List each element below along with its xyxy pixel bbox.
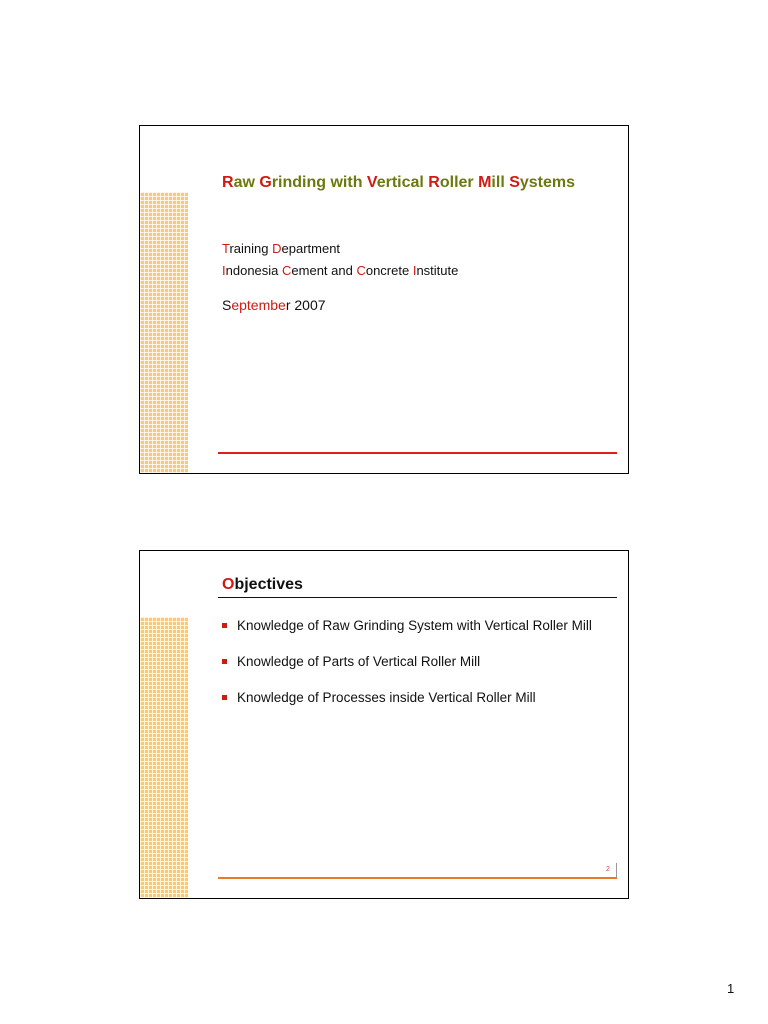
- text-segment: nstitute: [416, 263, 459, 278]
- text-segment: S: [222, 297, 232, 313]
- text-segment: ement and: [291, 263, 357, 278]
- decorative-grid-bar: [140, 617, 188, 898]
- slide-title: [139, 125, 629, 474]
- footer-rule: [218, 877, 617, 879]
- text-segment: ertical: [376, 174, 429, 191]
- text-segment: V: [366, 174, 377, 191]
- text-segment: I: [412, 263, 417, 278]
- institute-line: [222, 262, 458, 279]
- list-item: Knowledge of Raw Grinding System with Vertical Roller Mill: [222, 613, 617, 639]
- text-segment: D: [272, 241, 282, 256]
- text-segment: R: [222, 174, 234, 191]
- presentation-date: [222, 296, 326, 314]
- text-segment: M: [478, 174, 492, 191]
- text-segment: r 2007: [285, 297, 326, 313]
- text-segment: ystems: [519, 174, 576, 191]
- text-segment: epartment: [281, 241, 341, 256]
- text-segment: oller: [439, 174, 479, 191]
- slide-number: 2: [606, 866, 610, 873]
- text-segment: ill: [491, 174, 510, 191]
- text-segment: rinding with: [271, 174, 367, 191]
- presentation-title: [222, 172, 602, 193]
- department-line: [222, 240, 340, 257]
- text-segment: I: [222, 263, 226, 278]
- decorative-grid-bar: [140, 192, 188, 473]
- text-segment: G: [259, 174, 272, 191]
- text-segment: C: [356, 263, 366, 278]
- text-segment: oncrete: [365, 263, 413, 278]
- page-number: 1: [727, 981, 735, 996]
- list-item: Knowledge of Parts of Vertical Roller Mill: [222, 649, 617, 675]
- slide-heading: [222, 575, 303, 595]
- list-item: Knowledge of Processes inside Vertical Roller Mill: [222, 685, 617, 711]
- text-segment: T: [222, 241, 230, 256]
- slide-number-divider: [616, 863, 617, 877]
- text-segment: S: [509, 174, 520, 191]
- text-segment: R: [428, 174, 440, 191]
- footer-rule: [218, 452, 617, 454]
- text-segment: raining: [229, 241, 273, 256]
- heading-rule: [218, 597, 617, 598]
- text-segment: eptembe: [231, 297, 286, 313]
- text-segment: ndonesia: [225, 263, 283, 278]
- heading-initial: O: [222, 576, 235, 593]
- heading-rest: bjectives: [234, 576, 303, 593]
- slide-objectives: [139, 550, 629, 899]
- text-segment: aw: [233, 174, 260, 191]
- text-segment: C: [282, 263, 292, 278]
- objectives-list: [222, 613, 617, 721]
